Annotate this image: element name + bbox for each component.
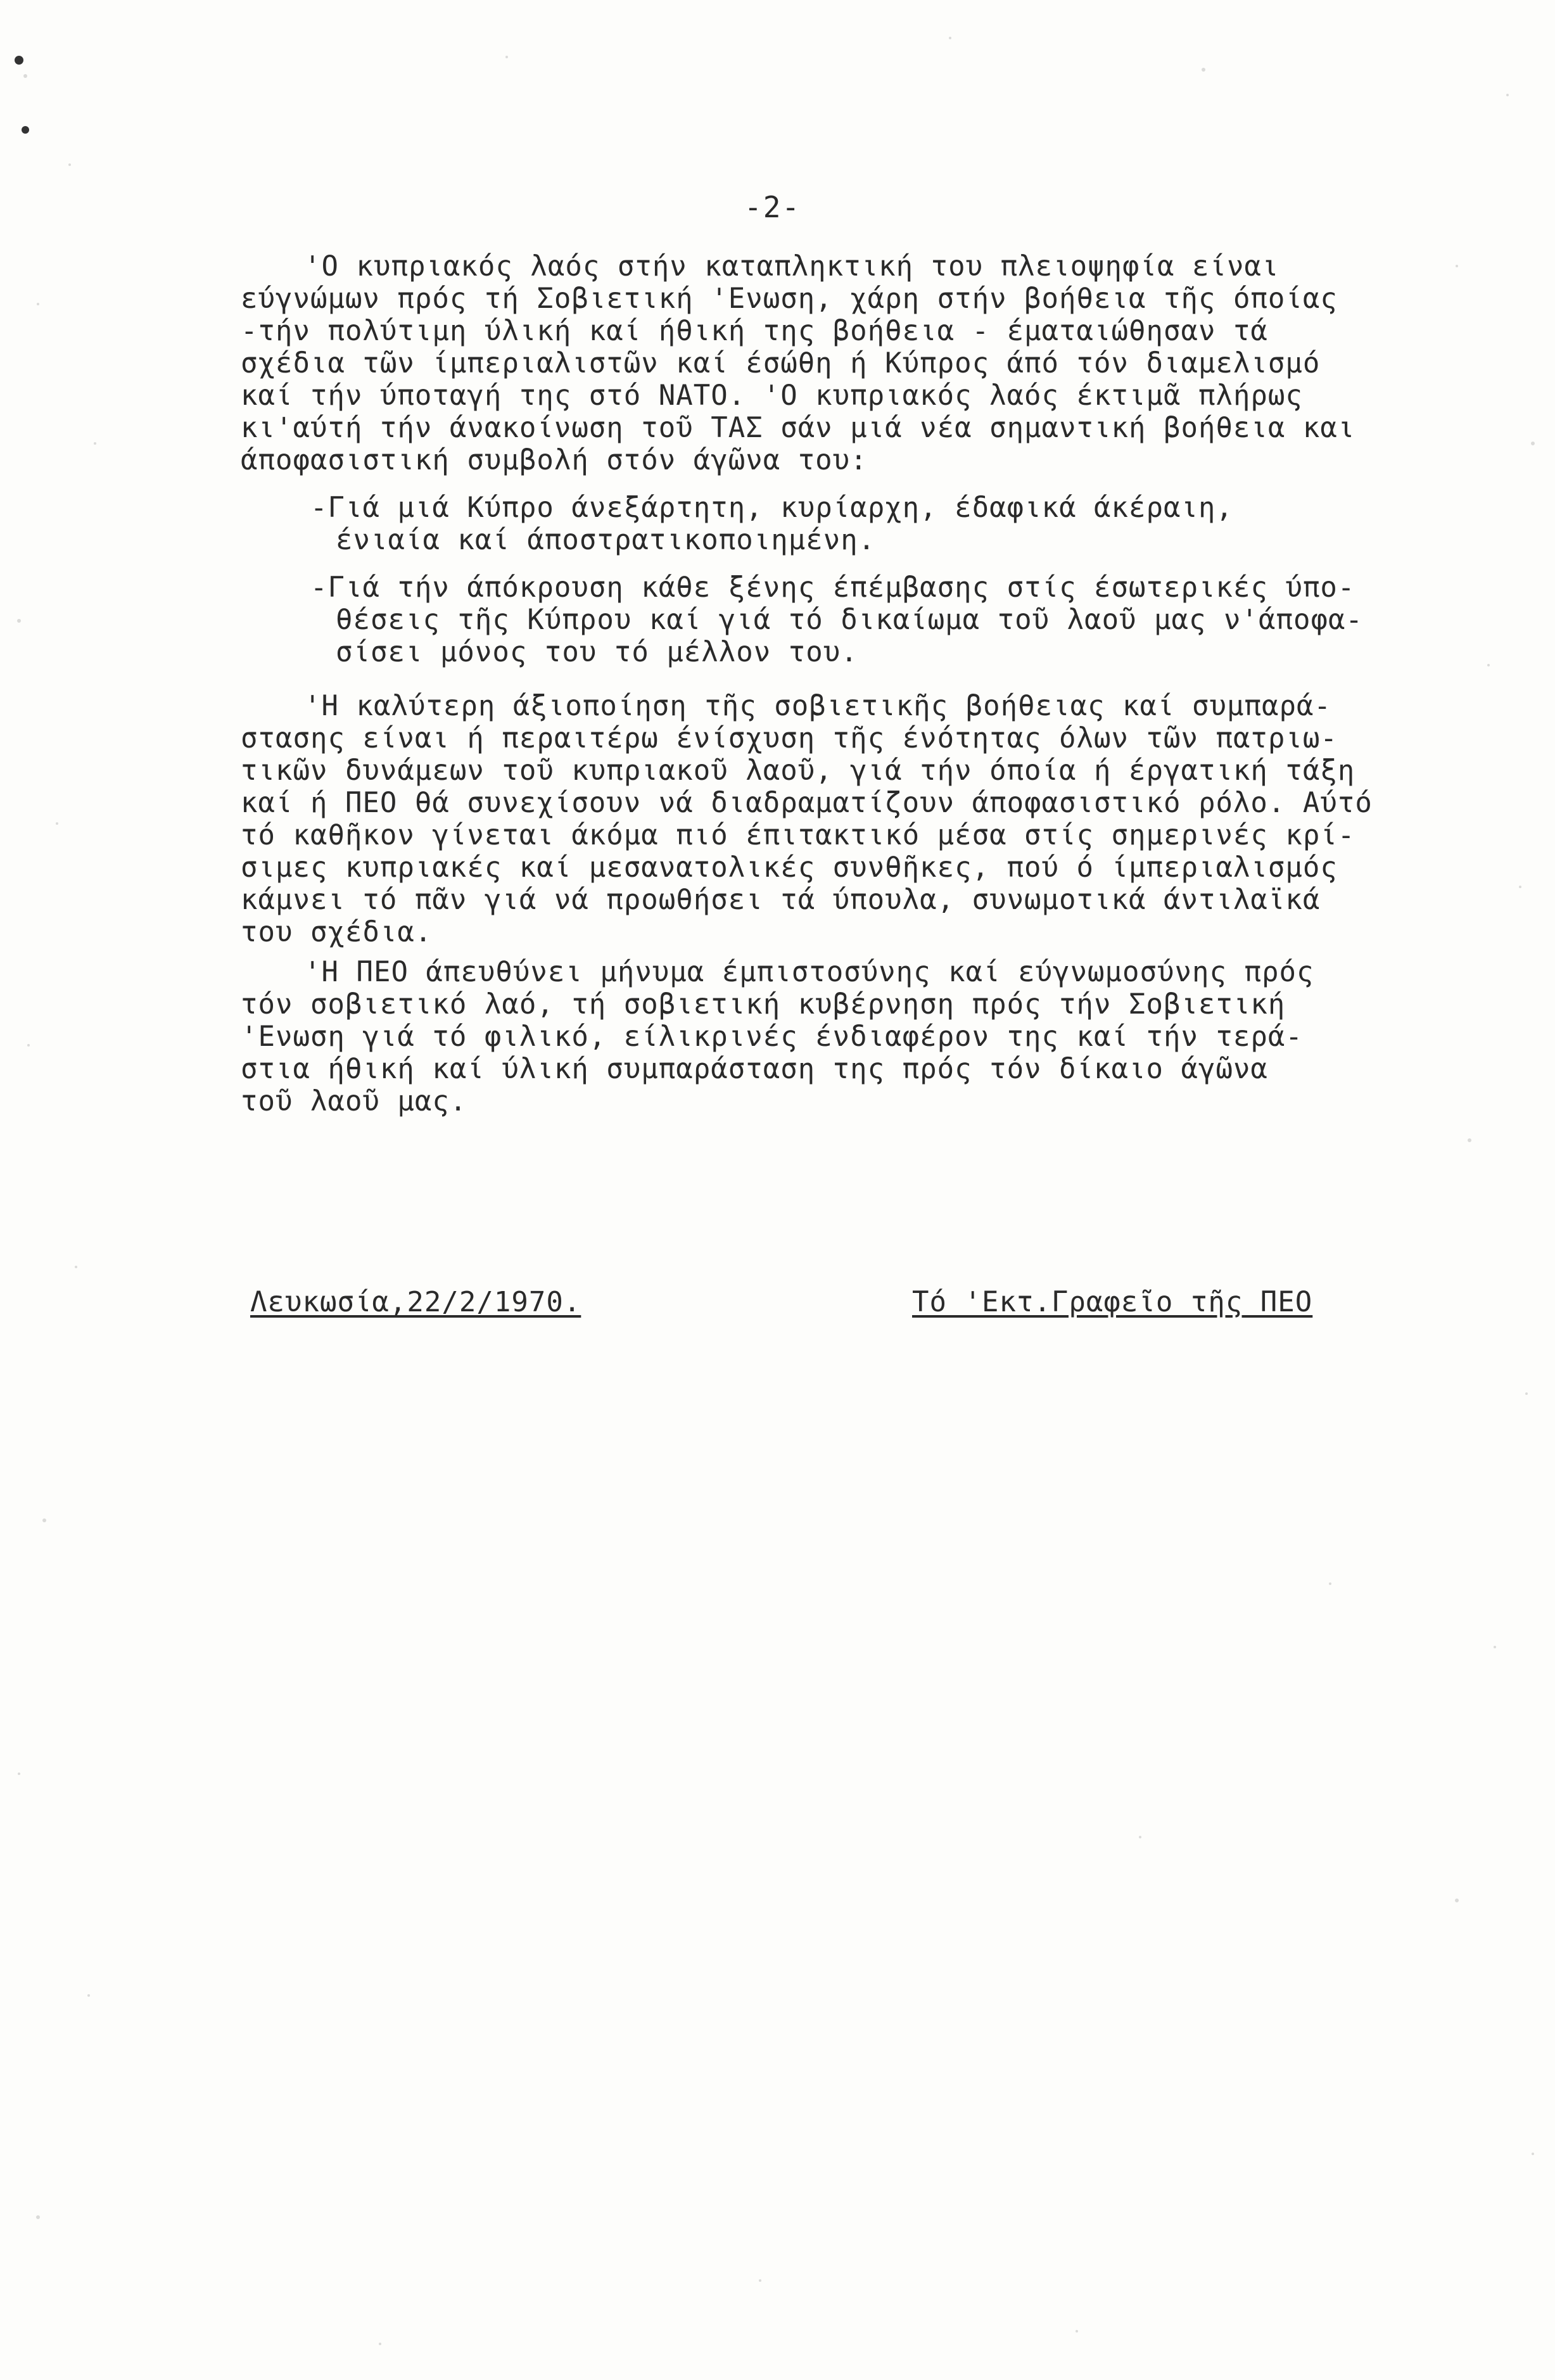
signature-line: Τό 'Εκτ.Γραφεῖο τῆς ΠΕΟ	[912, 1286, 1313, 1318]
text-line: άποφασιστική συμβολή στόν άγῶνα του:	[241, 444, 868, 476]
text-line: στασης είναι ή περαιτέρω ένίσχυση τῆς ένότητας όλων τῶν πατριω-	[241, 722, 1338, 754]
text-line: -Γιά μιά Κύπρο άνεξάρτητη, κυρίαρχη, έδαφικά άκέραιη,	[310, 492, 1233, 524]
text-line: καί τήν ύποταγή της στό ΝΑΤΟ. 'Ο κυπριακός λαός έκτιμᾶ πλήρως	[241, 379, 1303, 412]
page-number: -2-	[744, 190, 801, 224]
text-line: κι'αύτή τήν άνακοίνωση τοῦ ΤΑΣ σάν μιά νέα σημαντική βοήθεια και	[241, 412, 1355, 444]
paragraph-2	[241, 690, 1476, 948]
text-line: καί ή ΠΕΟ θά συνεχίσουν νά διαδραματίζουν άποφασιστικό ρόλο. Αύτό	[241, 787, 1373, 819]
text-line: σίσει μόνος του τό μέλλον του.	[336, 636, 858, 668]
text-line: -Γιά τήν άπόκρουση κάθε ξένης έπέμβασης στίς έσωτερικές ύπο-	[310, 571, 1355, 604]
bullet-item-2	[310, 571, 1476, 668]
text-line: 'Ο κυπριακός λαός στήν καταπληκτική του πλειοψηφία είναι	[304, 250, 1279, 283]
text-line: κάμνει τό πᾶν γιά νά προωθήσει τά ύπουλα, συνωμοτικά άντιλαϊκά	[241, 884, 1321, 916]
text-line: τόν σοβιετικό λαό, τή σοβιετική κυβέρνηση πρός τήν Σοβιετική	[241, 988, 1286, 1021]
text-line: 'Η καλύτερη άξιοποίηση τῆς σοβιετικῆς βοήθειας καί συμπαρά-	[304, 690, 1331, 722]
document-body	[241, 250, 1476, 1117]
text-line: σχέδια τῶν ίμπεριαλιστῶν καί έσώθη ή Κύπρος άπό τόν διαμελισμό	[241, 347, 1321, 379]
bullet-item-1	[310, 492, 1476, 556]
text-line: ένιαία καί άποστρατικοποιημένη.	[336, 524, 876, 556]
text-line: 'Ενωση γιά τό φιλικό, είλικρινές ένδιαφέρον της καί τήν τερά-	[241, 1021, 1303, 1053]
text-line: τοῦ λαοῦ μας.	[241, 1085, 467, 1117]
text-line: στια ήθική καί ύλική συμπαράσταση της πρός τόν δίκαιο άγῶνα	[241, 1053, 1268, 1085]
text-line: εύγνώμων πρός τή Σοβιετική 'Ενωση, χάρη στήν βοήθεια τῆς όποίας	[241, 283, 1338, 315]
date-place: Λευκωσία,22/2/1970.	[250, 1286, 581, 1318]
text-line: 'Η ΠΕΟ άπευθύνει μήνυμα έμπιστοσύνης καί εύγνωμοσύνης πρός	[304, 956, 1314, 988]
text-line: θέσεις τῆς Κύπρου καί γιά τό δικαίωμα τοῦ λαοῦ μας ν'άποφα-	[336, 604, 1363, 636]
paragraph-1	[241, 250, 1476, 476]
text-line: τικῶν δυνάμεων τοῦ κυπριακοῦ λαοῦ, γιά τήν όποία ή έργατική τάξη	[241, 754, 1355, 787]
text-line: σιμες κυπριακές καί μεσανατολικές συνθῆκες, πού ό ίμπεριαλισμός	[241, 851, 1338, 884]
paragraph-3	[241, 956, 1476, 1117]
text-line: -τήν πολύτιμη ύλική καί ήθική της βοήθεια - έματαιώθησαν τά	[241, 315, 1268, 347]
text-line: τό καθῆκον γίνεται άκόμα πιό έπιτακτικό μέσα στίς σημερινές κρί-	[241, 819, 1355, 851]
text-line: του σχέδια.	[241, 916, 433, 948]
